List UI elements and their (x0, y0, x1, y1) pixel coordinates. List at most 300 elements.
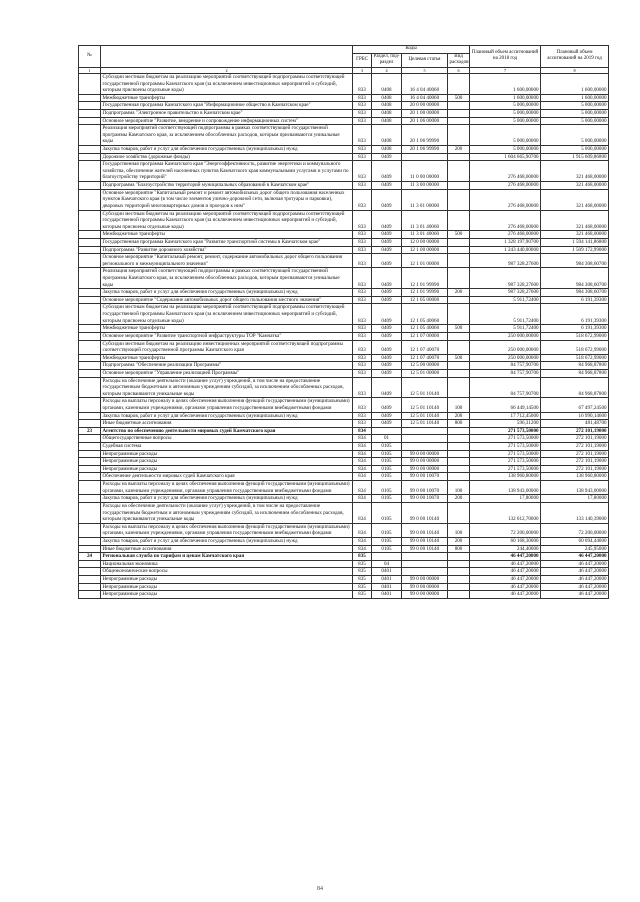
row-sum-2018: 5 911,72400 (470, 325, 541, 333)
row-sum-2018: 1 604 665,90700 (470, 153, 541, 161)
row-target-article: 99 0 00 10140 (402, 502, 448, 523)
table-row (79, 161, 609, 182)
table-row (79, 377, 609, 398)
row-target-article (402, 435, 448, 443)
row-name: Расходы на выплаты персоналу в целях обеспечения выполнения функций государственными (муниципальными) органами, казенными учреждениями, органами управления государственными внебюджетными фондами (101, 523, 353, 537)
row-name: Подпрограмма "Электронное правительство в Камчатском крае" (101, 110, 353, 118)
row-razdel (372, 553, 402, 561)
row-number (79, 110, 101, 118)
row-razdel: 0105 (372, 523, 402, 537)
row-expense-type (448, 473, 470, 481)
row-expense-type: 100 (448, 481, 470, 495)
row-number: 24 (79, 553, 101, 561)
row-name: Межбюджетные трансферты (101, 325, 353, 333)
table-row (79, 153, 609, 161)
table-row (79, 304, 609, 325)
row-expense-type: 500 (448, 325, 470, 333)
row-target-article: 99 0 00 00000 (402, 583, 448, 591)
column-index: 5 (402, 67, 448, 73)
column-index: 2 (101, 67, 353, 73)
row-name: Закупка товаров, работ и услуг для обеспечения государственных (муниципальных) нужд (101, 537, 353, 545)
row-grbs: 833 (353, 412, 372, 420)
row-sum-2018: 84 757,90700 (470, 362, 541, 370)
row-razdel: 0409 (372, 246, 402, 254)
row-target-article: 20 1 06 99990 (402, 125, 448, 146)
row-number: 23 (79, 427, 101, 435)
row-target-article: 12 5 01 00000 (402, 369, 448, 377)
row-expense-type (448, 238, 470, 246)
row-number (79, 450, 101, 458)
row-expense-type: 200 (448, 146, 470, 154)
row-expense-type: 200 (448, 289, 470, 297)
row-grbs: 834 (353, 523, 372, 537)
row-sum-2018: 1 600,00000 (470, 94, 541, 102)
row-grbs: 835 (353, 568, 372, 576)
table-body (79, 73, 609, 598)
row-number (79, 102, 101, 110)
row-target-article: 12 5 01 10140 (402, 377, 448, 398)
row-target-article: 99 0 00 10140 (402, 523, 448, 537)
row-number (79, 153, 101, 161)
row-expense-type: 500 (448, 354, 470, 362)
row-expense-type (448, 182, 470, 190)
row-name: Иные бюджетные ассигнования (101, 545, 353, 553)
row-target-article: 12 5 01 10140 (402, 412, 448, 420)
row-name: Основное мероприятие "Капитальный ремонт и ремонт автомобильных дорог общего пользования населенных пунктов Камчатского края (в том числе элементов улично-дорожной сети, включая тротуары и парковки), дворовых территорий многоквартирных домов и проездов к ним" (101, 189, 353, 210)
row-sum-2019: 5 000,00000 (541, 117, 609, 125)
row-razdel: 0409 (372, 289, 402, 297)
row-expense-type (448, 332, 470, 340)
row-number (79, 473, 101, 481)
row-number (79, 254, 101, 268)
row-number (79, 591, 101, 599)
row-number (79, 583, 101, 591)
header-name (101, 46, 353, 68)
row-target-article: 12 1 05 40060 (402, 325, 448, 333)
row-name: Подпрограмма "Развитие дорожного хозяйства" (101, 246, 353, 254)
row-expense-type (448, 210, 470, 231)
row-grbs: 833 (353, 354, 372, 362)
row-sum-2019: 5 000,00000 (541, 125, 609, 146)
row-sum-2019: 321 468,00000 (541, 161, 609, 182)
row-target-article: 99 0 00 00000 (402, 465, 448, 473)
row-razdel: 0401 (372, 583, 402, 591)
row-sum-2019: 518 672,99000 (541, 340, 609, 354)
row-sum-2019: 67 497,24500 (541, 398, 609, 412)
row-name: Иные бюджетные ассигнования (101, 420, 353, 428)
row-expense-type (448, 340, 470, 354)
row-expense-type (448, 443, 470, 451)
column-index: 4 (372, 67, 402, 73)
row-grbs: 833 (353, 268, 372, 289)
row-expense-type (448, 73, 470, 94)
table-row (79, 238, 609, 246)
row-number (79, 325, 101, 333)
column-index: 8 (541, 67, 609, 73)
row-expense-type (448, 102, 470, 110)
row-sum-2019: 46 447,20000 (541, 568, 609, 576)
row-expense-type (448, 591, 470, 599)
row-sum-2019: 272 101,19000 (541, 427, 609, 435)
table-row (79, 110, 609, 118)
row-grbs: 833 (353, 161, 372, 182)
row-sum-2018: 46 447,20000 (470, 560, 541, 568)
row-number (79, 332, 101, 340)
row-name: Субсидии местным бюджетам на реализацию мероприятий соответствующей подпрограммы соответствующей государственной программы Камчатского края (за исключением инвестиционных мероприятий и субсидий, которым присвоены отдельные коды) (101, 73, 353, 94)
row-razdel: 0408 (372, 94, 402, 102)
row-sum-2019: 481,48700 (541, 420, 609, 428)
table-row (79, 117, 609, 125)
row-name: Закупка товаров, работ и услуг для обеспечения государственных (муниципальных) нужд (101, 289, 353, 297)
row-grbs: 834 (353, 481, 372, 495)
row-sum-2018: 271 573,50000 (470, 465, 541, 473)
row-number (79, 560, 101, 568)
row-sum-2019: 6 191,39300 (541, 304, 609, 325)
row-razdel: 0409 (372, 182, 402, 190)
row-sum-2019: 16 990,14600 (541, 412, 609, 420)
row-razdel: 0409 (372, 325, 402, 333)
row-sum-2019: 1 600,00000 (541, 73, 609, 94)
row-target-article: 99 0 00 00000 (402, 576, 448, 584)
row-target-article: 99 0 00 10070 (402, 481, 448, 495)
row-sum-2018: 46 447,20000 (470, 583, 541, 591)
row-expense-type (448, 458, 470, 466)
row-number (79, 340, 101, 354)
row-razdel: 0408 (372, 110, 402, 118)
row-sum-2018: 244,40000 (470, 545, 541, 553)
row-sum-2019: 321 468,00000 (541, 189, 609, 210)
row-sum-2018: 132 612,70000 (470, 502, 541, 523)
row-number (79, 568, 101, 576)
table-row (79, 443, 609, 451)
row-grbs: 833 (353, 238, 372, 246)
row-target-article: 16 4 04 40060 (402, 73, 448, 94)
row-target-article: 20 1 00 00000 (402, 110, 448, 118)
row-grbs: 833 (353, 231, 372, 239)
row-razdel: 0408 (372, 125, 402, 146)
row-sum-2018: 138 960,80000 (470, 473, 541, 481)
row-razdel: 04 (372, 560, 402, 568)
table-row (79, 268, 609, 289)
row-razdel: 0409 (372, 296, 402, 304)
row-target-article: 99 0 00 10070 (402, 473, 448, 481)
row-sum-2019: 46 447,20000 (541, 591, 609, 599)
row-name: Основное мероприятие "Развитие, внедрение и сопровождение информационных систем" (101, 117, 353, 125)
table-row (79, 102, 609, 110)
row-razdel: 0105 (372, 450, 402, 458)
row-target-article: 11 3 00 00000 (402, 182, 448, 190)
row-sum-2018: 66 449,14500 (470, 398, 541, 412)
row-number (79, 495, 101, 503)
row-sum-2019: 84 968,87800 (541, 369, 609, 377)
page-number: 84 (317, 886, 323, 892)
row-expense-type (448, 161, 470, 182)
row-target-article: 11 3 01 40060 (402, 210, 448, 231)
row-name: Расходы на выплаты персоналу в целях обеспечения выполнения функций государственными (муниципальными) органами, казенными учреждениями, органами управления государственными внебюджетными фондами (101, 481, 353, 495)
row-razdel: 0105 (372, 545, 402, 553)
table-row (79, 254, 609, 268)
row-name: Субсидии местным бюджетам на реализацию мероприятий соответствующей подпрограммы соответствующей государственной программы Камчатского края (за исключением инвестиционных мероприятий и субсидий, которым присвоены отдельные коды) (101, 304, 353, 325)
row-target-article (402, 443, 448, 451)
row-razdel: 0105 (372, 537, 402, 545)
row-grbs: 833 (353, 102, 372, 110)
row-number (79, 238, 101, 246)
table-row (79, 73, 609, 94)
table-row (79, 465, 609, 473)
row-grbs: 833 (353, 210, 372, 231)
row-sum-2019: 245,95000 (541, 545, 609, 553)
row-razdel: 0408 (372, 102, 402, 110)
row-sum-2019: 984 308,60700 (541, 268, 609, 289)
table-row (79, 427, 609, 435)
row-target-article: 99 0 00 00000 (402, 450, 448, 458)
row-number (79, 545, 101, 553)
row-razdel: 0409 (372, 268, 402, 289)
row-expense-type: 200 (448, 537, 470, 545)
row-grbs: 833 (353, 182, 372, 190)
row-name: Межбюджетные трансферты (101, 354, 353, 362)
row-razdel: 0409 (372, 304, 402, 325)
row-sum-2018: 276 468,00000 (470, 189, 541, 210)
row-number (79, 125, 101, 146)
row-razdel: 0409 (372, 210, 402, 231)
row-name: Расходы на обеспечение деятельности (оказание услуг) учреждений, в том числе на предоставление государственным бюджетным и автономным учреждениям субсидий, за исключением обособленных расходов, которым присваиваются уникальные коды (101, 502, 353, 523)
row-name: Региональная служба по тарифам и ценам Камчатского края (101, 553, 353, 561)
row-sum-2018: 1 600,00000 (470, 73, 541, 94)
row-sum-2019: 138 943,00000 (541, 481, 609, 495)
row-expense-type (448, 246, 470, 254)
row-grbs: 833 (353, 325, 372, 333)
row-number (79, 481, 101, 495)
table-row (79, 332, 609, 340)
table-row (79, 146, 609, 154)
row-grbs: 833 (353, 289, 372, 297)
row-target-article: 16 4 04 40060 (402, 94, 448, 102)
row-expense-type: 100 (448, 523, 470, 537)
row-target-article: 99 0 00 00000 (402, 591, 448, 599)
row-sum-2018: 46 447,20000 (470, 568, 541, 576)
row-expense-type (448, 268, 470, 289)
row-razdel: 0408 (372, 73, 402, 94)
row-grbs: 834 (353, 537, 372, 545)
row-sum-2019: 1 594 141,86800 (541, 238, 609, 246)
row-razdel: 01 (372, 435, 402, 443)
table-row (79, 481, 609, 495)
row-number (79, 465, 101, 473)
row-sum-2019: 1 600,00000 (541, 94, 609, 102)
row-sum-2018: 84 757,90700 (470, 369, 541, 377)
table-row (79, 231, 609, 239)
row-grbs: 833 (353, 420, 372, 428)
row-razdel: 0409 (372, 412, 402, 420)
row-expense-type (448, 568, 470, 576)
row-sum-2018: 271 573,50000 (470, 427, 541, 435)
row-sum-2018: 271 573,50000 (470, 435, 541, 443)
row-expense-type (448, 560, 470, 568)
row-sum-2018: 17,80000 (470, 495, 541, 503)
row-name: Непрограммные расходы (101, 576, 353, 584)
row-target-article: 99 0 00 00000 (402, 458, 448, 466)
row-target-article (402, 568, 448, 576)
row-sum-2019: 5 000,00000 (541, 102, 609, 110)
row-sum-2018: 250 000,00000 (470, 340, 541, 354)
header-sum-2019: Плановый объем ассигнований на 2019 год (541, 46, 609, 68)
row-name: Расходы на выплаты персоналу в целях обеспечения выполнения функций государственными (муниципальными) органами, казенными учреждениями, органами управления государственными внебюджетными фондами (101, 398, 353, 412)
row-target-article: 20 0 00 00000 (402, 102, 448, 110)
row-razdel: 0409 (372, 254, 402, 268)
row-number (79, 369, 101, 377)
row-sum-2019: 60 694,44000 (541, 537, 609, 545)
row-sum-2019: 133 140,39000 (541, 502, 609, 523)
row-sum-2018: 5 000,00000 (470, 117, 541, 125)
row-sum-2018: 5 911,72400 (470, 304, 541, 325)
table-row (79, 210, 609, 231)
row-number (79, 146, 101, 154)
row-sum-2018: 276 468,00000 (470, 161, 541, 182)
table-row (79, 537, 609, 545)
row-name: Межбюджетные трансферты (101, 231, 353, 239)
row-sum-2018: 987 328,27600 (470, 268, 541, 289)
header-razdel: Раздел, под-раздел (372, 53, 402, 67)
row-sum-2018: 138 943,00000 (470, 481, 541, 495)
row-name: Основное мероприятие "Содержание автомобильных дорог общего пользования местного значения" (101, 296, 353, 304)
column-index: 3 (353, 67, 372, 73)
row-grbs: 833 (353, 254, 372, 268)
row-sum-2019: 46 447,20000 (541, 583, 609, 591)
row-expense-type (448, 553, 470, 561)
row-razdel: 0409 (372, 161, 402, 182)
budget-sheet (78, 45, 608, 599)
table-row (79, 553, 609, 561)
row-target-article: 12 5 00 00000 (402, 362, 448, 370)
row-name: Реализация мероприятий соответствующей подпрограммы в рамках соответствующей государственной программы Камчатского края, за исключением обособленных расходов, которым присваиваются уникальные коды (101, 125, 353, 146)
row-name: Основное мероприятие "Управление реализацией Программы" (101, 369, 353, 377)
row-grbs: 833 (353, 362, 372, 370)
row-sum-2019: 84 968,87800 (541, 377, 609, 398)
row-expense-type: 200 (448, 495, 470, 503)
row-number (79, 523, 101, 537)
row-grbs: 835 (353, 591, 372, 599)
row-sum-2018: 5 000,00000 (470, 102, 541, 110)
row-target-article (402, 427, 448, 435)
row-name: Государственная программа Камчатского края "Энергоэффективность, развитие энергетики и коммунального хозяйства, обеспечение жителей населенных пунктов Камчатского края коммунальными услугами и услугами по благоустройству территорий" (101, 161, 353, 182)
row-name: Непрограммные расходы (101, 450, 353, 458)
row-name: Непрограммные расходы (101, 583, 353, 591)
row-sum-2019: 46 447,20000 (541, 560, 609, 568)
row-grbs: 834 (353, 427, 372, 435)
row-sum-2018: 250 000,00000 (470, 354, 541, 362)
row-grbs: 833 (353, 73, 372, 94)
row-target-article: 99 0 00 10140 (402, 545, 448, 553)
row-sum-2018: 271 573,50000 (470, 458, 541, 466)
row-grbs: 834 (353, 443, 372, 451)
row-sum-2018: 250 000,00000 (470, 332, 541, 340)
row-razdel: 0409 (372, 377, 402, 398)
row-expense-type (448, 153, 470, 161)
row-target-article: 20 1 06 00000 (402, 117, 448, 125)
row-sum-2019: 6 191,39300 (541, 296, 609, 304)
table-row (79, 576, 609, 584)
row-razdel: 0105 (372, 458, 402, 466)
row-sum-2018: 46 447,20000 (470, 553, 541, 561)
row-name: Государственная программа Камчатского края "Развитие транспортной системы в Камчатском крае" (101, 238, 353, 246)
row-name: Агентство по обеспечению деятельности мировых судей Камчатского края (101, 427, 353, 435)
table-row (79, 473, 609, 481)
row-number (79, 161, 101, 182)
row-name: Закупка товаров, работ и услуг для обеспечения государственных (муниципальных) нужд (101, 412, 353, 420)
row-sum-2019: 5 000,00000 (541, 110, 609, 118)
row-name: Непрограммные расходы (101, 458, 353, 466)
row-grbs: 833 (353, 146, 372, 154)
row-razdel: 0409 (372, 231, 402, 239)
row-number (79, 458, 101, 466)
row-sum-2019: 272 101,19000 (541, 458, 609, 466)
row-sum-2018: 46 447,20000 (470, 591, 541, 599)
row-target-article: 20 1 06 99990 (402, 146, 448, 154)
row-number (79, 362, 101, 370)
row-sum-2018: 72 200,00000 (470, 523, 541, 537)
row-expense-type (448, 576, 470, 584)
row-sum-2019: 321 468,00000 (541, 231, 609, 239)
row-expense-type (448, 377, 470, 398)
row-name: Дорожное хозяйство (дорожные фонды) (101, 153, 353, 161)
table-row (79, 296, 609, 304)
row-sum-2018: 271 573,50000 (470, 443, 541, 451)
row-sum-2018: 276 468,00000 (470, 182, 541, 190)
row-sum-2018: 1 243 440,00000 (470, 246, 541, 254)
row-grbs: 835 (353, 560, 372, 568)
row-expense-type (448, 435, 470, 443)
row-number (79, 304, 101, 325)
row-number (79, 189, 101, 210)
row-number (79, 182, 101, 190)
row-name: Непрограммные расходы (101, 465, 353, 473)
row-target-article: 12 1 07 40070 (402, 340, 448, 354)
row-number (79, 231, 101, 239)
row-sum-2018: 271 573,50000 (470, 450, 541, 458)
row-grbs: 834 (353, 465, 372, 473)
table-row (79, 340, 609, 354)
row-grbs: 834 (353, 495, 372, 503)
row-sum-2019: 72 200,00000 (541, 523, 609, 537)
row-razdel: 0409 (372, 420, 402, 428)
row-expense-type (448, 450, 470, 458)
row-sum-2018: 5 000,00000 (470, 110, 541, 118)
row-expense-type: 100 (448, 398, 470, 412)
row-grbs: 833 (353, 296, 372, 304)
row-target-article: 12 1 00 00000 (402, 246, 448, 254)
row-target-article: 12 1 05 00000 (402, 296, 448, 304)
row-grbs: 833 (353, 340, 372, 354)
row-sum-2019: 138 960,80000 (541, 473, 609, 481)
row-name: Основное мероприятие "Развитие транспортной инфраструктуры ТОР "Камчатка" (101, 332, 353, 340)
row-sum-2018: 46 447,20000 (470, 576, 541, 584)
row-expense-type (448, 117, 470, 125)
table-row (79, 458, 609, 466)
row-name: Основное мероприятие "Капитальный ремонт, ремонт, содержание автомобильных дорог общего пользования регионального и межмуниципального значения" (101, 254, 353, 268)
row-name: Закупка товаров, работ и услуг для обеспечения государственных (муниципальных) нужд (101, 495, 353, 503)
column-index: 1 (79, 67, 101, 73)
row-grbs: 834 (353, 458, 372, 466)
row-name: Государственная программа Камчатского края "Информационное общество в Камчатском крае" (101, 102, 353, 110)
row-sum-2019: 1 915 609,86800 (541, 153, 609, 161)
table-row (79, 591, 609, 599)
row-sum-2019: 518 672,99000 (541, 354, 609, 362)
row-expense-type: 200 (448, 412, 470, 420)
row-name: Субсидии местным бюджетам на реализацию инвестиционных мероприятий соответствующей подпрограммы соответствующей государственной программы Камчатского края (101, 340, 353, 354)
row-expense-type: 800 (448, 420, 470, 428)
row-grbs: 833 (353, 304, 372, 325)
